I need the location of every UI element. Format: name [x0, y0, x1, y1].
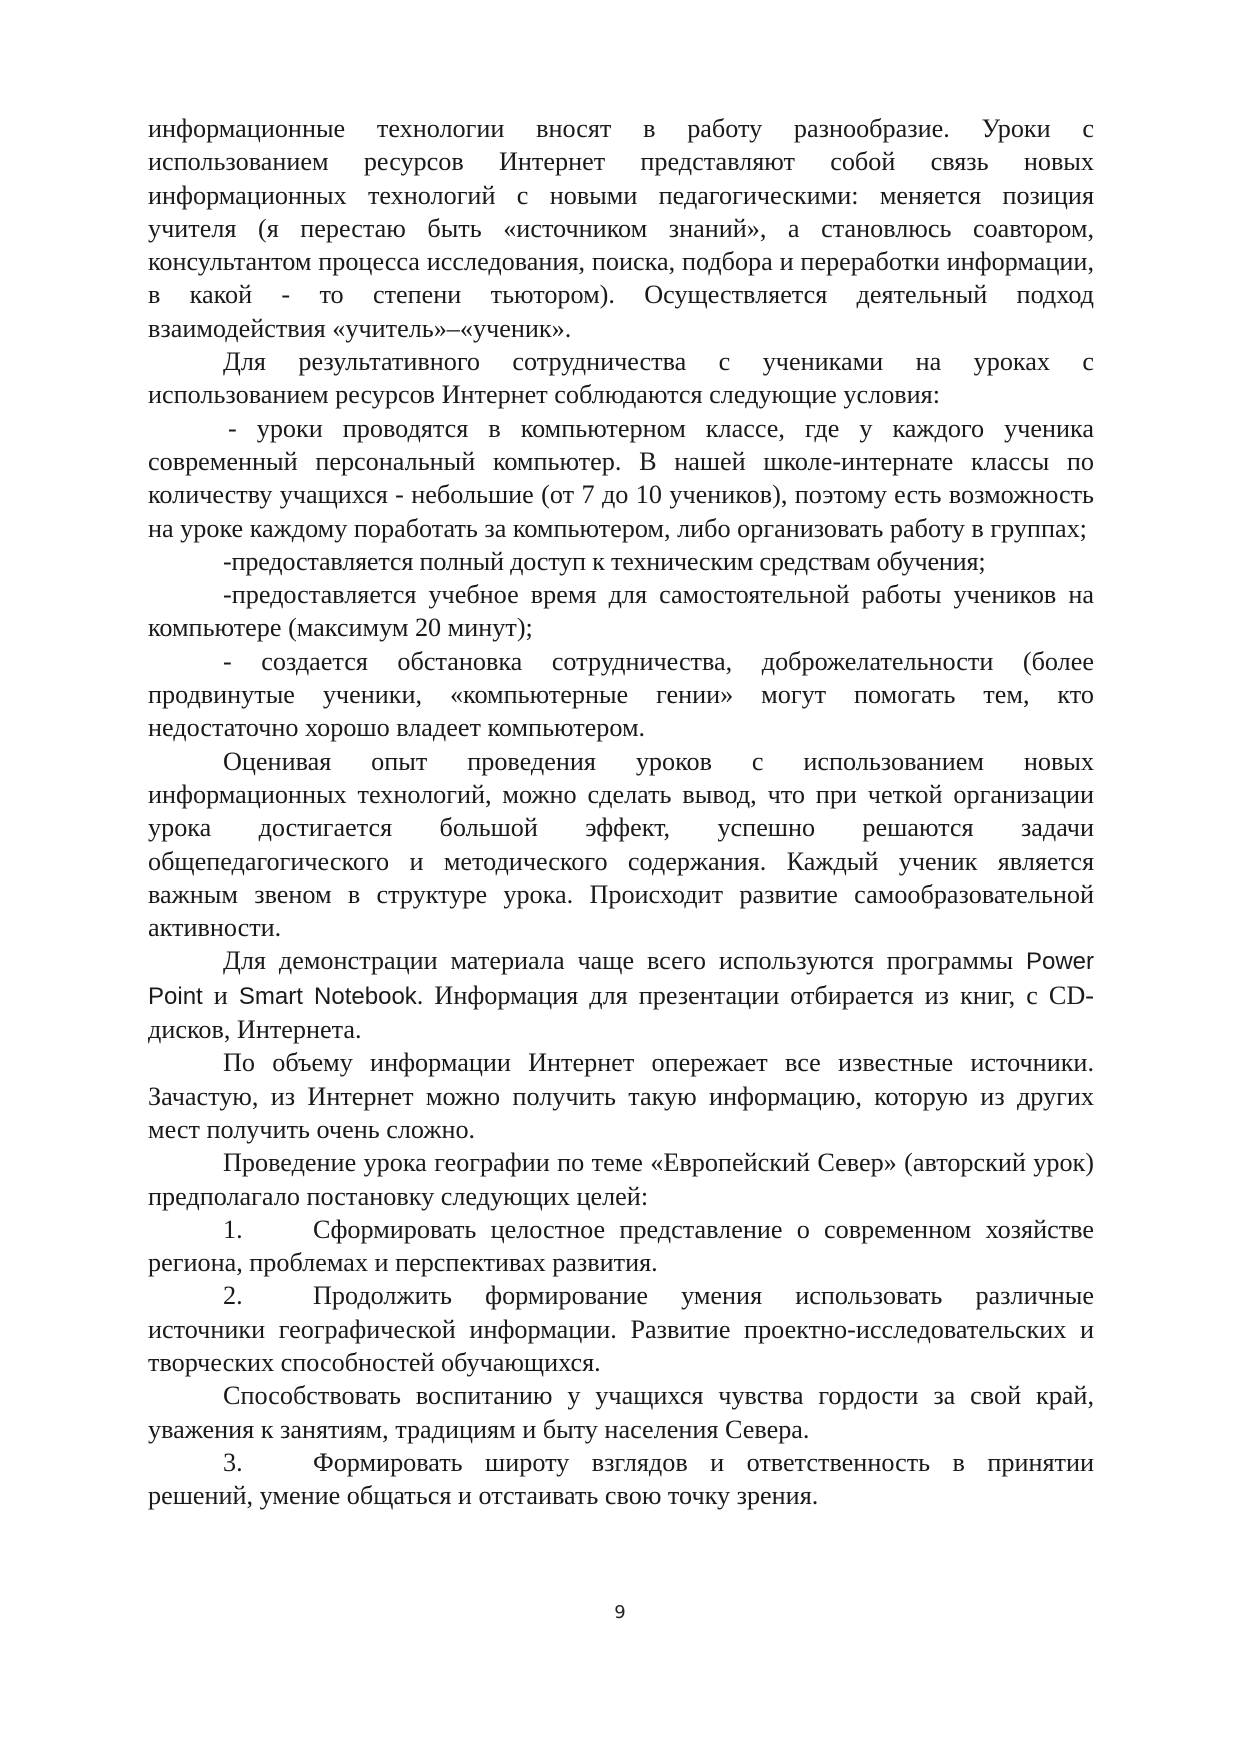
goal-item-3 [148, 1446, 1094, 1513]
list-condition-3: -предоставляется учебное время для самостоятельной работы учеников на компьютере (максимум 20 минут); [148, 580, 1094, 643]
paragraph-assessment: Оценивая опыт проведения уроков с использованием новых информационных технологий, можно сделать вывод, что при четкой организации урока достигается большой эффект, успешно решаются задачи общепедагогического и методического содержания. Каждый ученик является важным звеном в структуре урока. Происходит развитие самообразовательной активности. [148, 746, 1094, 943]
paragraph-2: Для результативного сотрудничества с учениками на уроках с использованием ресурсов Интернет соблюдаются следующие условия: [148, 347, 1094, 410]
paragraph-programs [148, 944, 1094, 1046]
paragraph-education: Способствовать воспитанию у учащихся чувства гордости за свой край, уважения к занятиям, традициям и быту населения Севера. [148, 1381, 1094, 1444]
paragraph-internet: По объему информации Интернет опережает все известные источники. Зачастую, из Интернет можно получить такую информацию, которую из других мест получить очень сложно. [148, 1048, 1094, 1144]
goal-number-1: 1. [223, 1214, 243, 1244]
paragraph-lesson-goals: Проведение урока географии по теме «Европейский Север» (авторский урок) предполагало постановку следующих целей: [148, 1148, 1094, 1211]
list-condition-4: - создается обстановка сотрудничества, доброжелательности (более продвинутые ученики, «компьютерные гении» могут помогать тем, кто недостаточно хорошо владеет компьютером. [148, 646, 1094, 743]
paragraph-1: информационные технологии вносят в работу разнообразие. Уроки с использованием ресурсов Интернет представляют собой связь новых информационных технологий с новыми педагогическими: меняется позиция учителя (я перестаю быть «источником знаний», а становлюсь соавтором, консультантом процесса исследования, поиска, подбора и переработки информации, в какой - то степени тьютором). Осуществляется деятельный подход взаимодействия «учитель»–«ученик». [148, 114, 1094, 343]
goal-text-3: Формировать широту взглядов и ответственность в принятии решений, умение общаться и отстаивать свою точку зрения. [148, 1447, 1094, 1511]
goal-number-3: 3. [223, 1447, 243, 1477]
page-number: 9 [614, 1602, 626, 1623]
goal-text-2: Продолжить формирование умения использовать различные источники географической информации. Развитие проектно-исследовательских и творческих способностей обучающихся. [148, 1281, 1094, 1377]
goal-text-1: Сформировать целостное представление о современном хозяйстве региона, проблемах и перспективах развития. [148, 1214, 1094, 1278]
programs-text-2: и [202, 980, 239, 1010]
programs-text-3: . Информация для презентации отбирается из книг, с CD-дисков, Интернета. [148, 980, 1095, 1045]
goal-item-1 [148, 1213, 1094, 1280]
list-condition-1: - уроки проводятся в компьютерном классе, где у каждого ученика современный персональный компьютер. В нашей школе-интернате классы по количеству учащихся - небольшие (от 7 до 10 учеников), поэтому есть возможность на уроке каждому поработать за компьютером, либо организовать работу в группах; [148, 413, 1094, 543]
program-power-point: Power Point [148, 948, 1094, 1010]
goal-number-2: 2. [223, 1281, 243, 1311]
goal-item-2 [148, 1279, 1094, 1379]
body-text [148, 112, 1094, 1512]
list-condition-2: -предоставляется полный доступ к техническим средствам обучения; [223, 546, 986, 576]
programs-text-1: Для демонстрации материала чаще всего используются программы [223, 946, 1026, 976]
program-smart-notebook: Smart Notebook [238, 982, 417, 1010]
